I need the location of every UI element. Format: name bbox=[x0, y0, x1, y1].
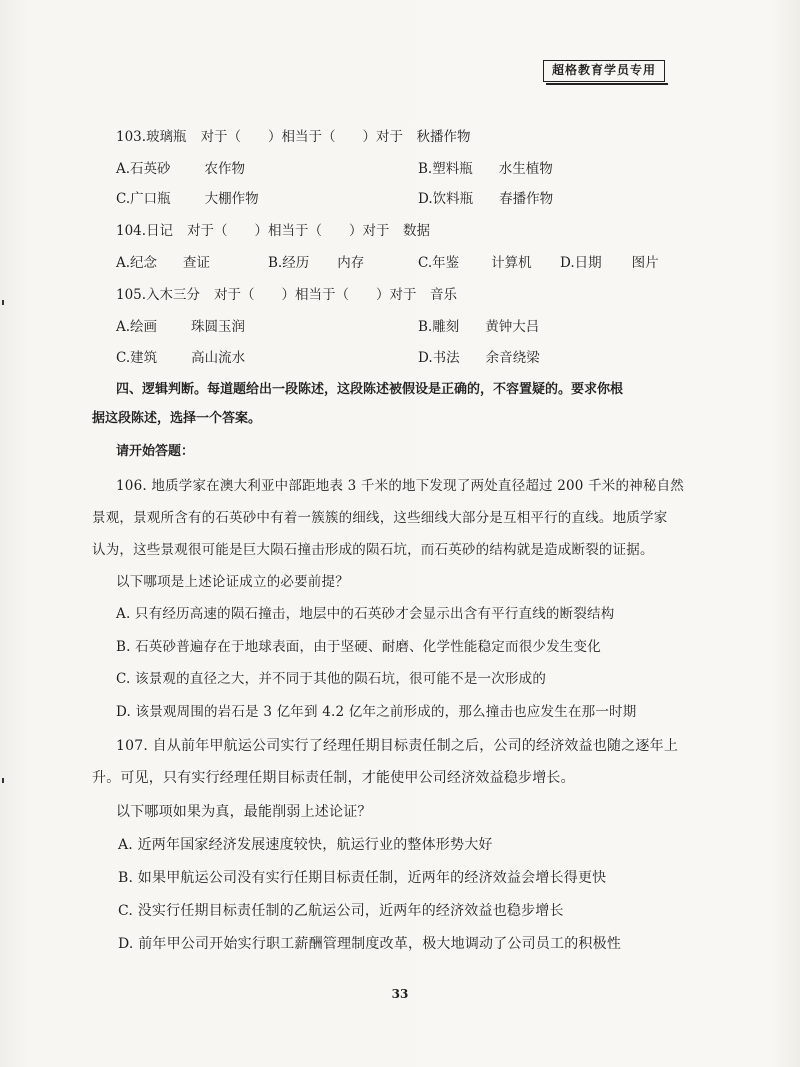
option-106-c: C. 该景观的直径之大，并不同于其他的陨石坑，很可能不是一次形成的 bbox=[116, 671, 547, 687]
section-heading-cont: 据这段陈述，选择一个答案。 bbox=[92, 411, 262, 426]
start-prompt: 请开始答题： bbox=[116, 444, 195, 459]
option-107-a: A. 近两年国家经济发展速度较快，航运行业的整体形势大好 bbox=[118, 837, 493, 853]
option-105-a: A.绘画 珠圆玉润 bbox=[116, 319, 246, 335]
page-number: 33 bbox=[391, 987, 409, 1001]
option-103-b: B.塑料瓶 水生植物 bbox=[418, 161, 553, 177]
option-103-c: C.广口瓶 大棚作物 bbox=[116, 191, 259, 207]
question-106-prompt: 以下哪项是上述论证成立的必要前提？ bbox=[116, 574, 349, 590]
question-106-line3: 认为，这些景观很可能是巨大陨石撞击形成的陨石坑，而石英砂的结构就是造成断裂的证据。 bbox=[92, 542, 654, 558]
question-107-line1: 107. 自从前年甲航运公司实行了经理任期目标责任制之后，公司的经济效益也随之逐年上 bbox=[116, 738, 679, 754]
option-107-d: D. 前年甲公司开始实行职工薪酬管理制度改革，极大地调动了公司员工的积极性 bbox=[118, 936, 622, 952]
option-105-d: D.书法 余音绕梁 bbox=[418, 350, 540, 366]
question-105-title: 105.入木三分 对于（ ）相当于（ ）对于 音乐 bbox=[116, 287, 458, 303]
question-103-title: 103.玻璃瓶 对于（ ）相当于（ ）对于 秋播作物 bbox=[116, 129, 471, 145]
option-106-a: A. 只有经历高速的陨石撞击，地层中的石英砂才会显示出含有平行直线的断裂结构 bbox=[116, 606, 615, 622]
option-103-d: D.饮料瓶 春播作物 bbox=[418, 191, 554, 207]
question-107-prompt: 以下哪项如果为真，最能削弱上述论证？ bbox=[116, 804, 372, 820]
option-106-b: B. 石英砂普遍存在于地球表面，由于坚硬、耐磨、化学性能稳定而很少发生变化 bbox=[116, 639, 601, 655]
option-104-d: D.日期 图片 bbox=[560, 255, 659, 271]
scan-mark bbox=[2, 778, 4, 783]
option-104-b: B.经历 内存 bbox=[268, 255, 365, 271]
option-107-b: B. 如果甲航运公司没有实行任期目标责任制，近两年的经济效益会增长得更快 bbox=[118, 870, 607, 886]
question-106-line2: 景观，景观所含有的石英砂中有着一簇簇的细线，这些细线大部分是互相平行的直线。地质学家 bbox=[92, 510, 668, 526]
student-stamp: 超格教育学员专用 bbox=[543, 60, 665, 82]
section-heading: 四、逻辑判断。每道题给出一段陈述，这段陈述被假设是正确的，不容置疑的。要求你根 bbox=[116, 382, 624, 397]
option-105-b: B.雕刻 黄钟大吕 bbox=[418, 319, 540, 335]
option-104-c: C.年鉴 计算机 bbox=[418, 255, 532, 271]
option-105-c: C.建筑 高山流水 bbox=[116, 350, 246, 366]
scan-mark bbox=[2, 300, 4, 305]
option-103-a: A.石英砂 农作物 bbox=[116, 161, 246, 177]
question-104-title: 104.日记 对于（ ）相当于（ ）对于 数据 bbox=[116, 223, 431, 239]
question-106-line1: 106. 地质学家在澳大利亚中部距地表 3 千米的地下发现了两处直径超过 200 千米的神秘自然 bbox=[116, 478, 684, 494]
option-107-c: C. 没实行任期目标责任制的乙航运公司，近两年的经济效益也稳步增长 bbox=[118, 903, 564, 919]
option-106-d: D. 该景观周围的岩石是 3 亿年到 4.2 亿年之前形成的，那么撞击也应发生在那一时期 bbox=[116, 704, 637, 720]
question-107-line2: 升。可见，只有实行经理任期目标责任制，才能使甲公司经济效益稳步增长。 bbox=[92, 770, 575, 786]
option-104-a: A.纪念 查证 bbox=[116, 255, 211, 271]
